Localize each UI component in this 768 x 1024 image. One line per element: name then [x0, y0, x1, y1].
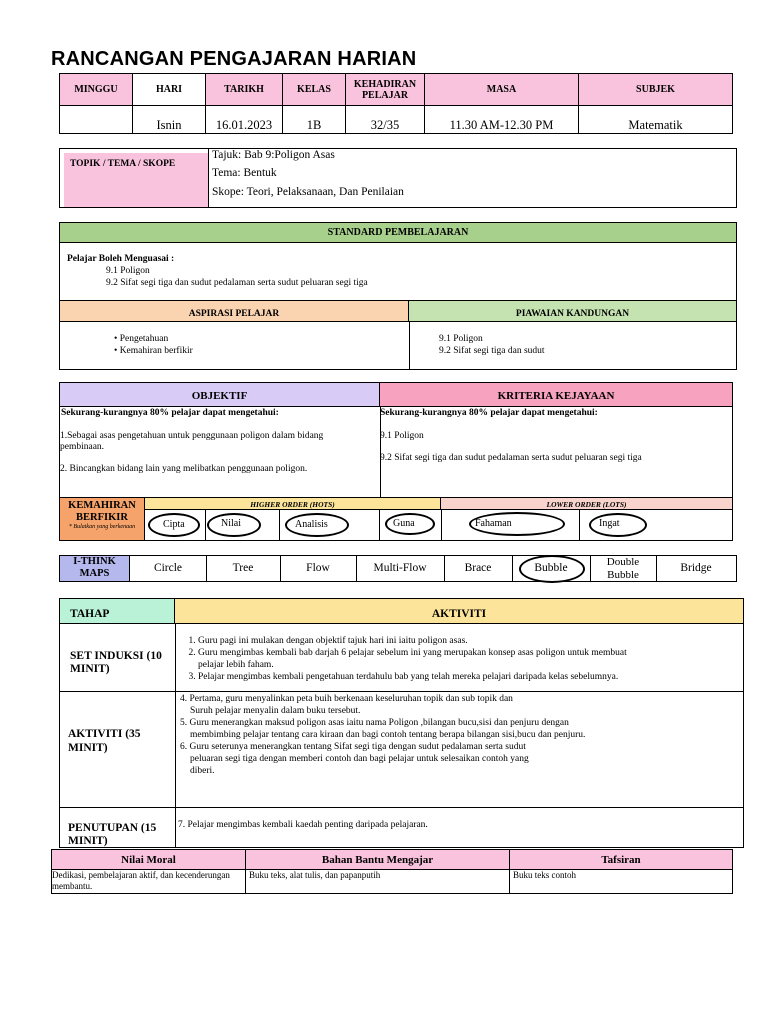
ithink-section [59, 555, 737, 582]
header-kelas: KELAS [283, 74, 346, 106]
tafsiran-value: Buku teks contoh [510, 870, 733, 894]
objektif-intro: Sekurang-kurangnya 80% pelajar dapat mengetahui: [61, 408, 279, 418]
kemahiran-label: KEMAHIRAN BERFIKIR [68, 500, 136, 523]
aktiviti-section [59, 598, 744, 848]
aspirasi-header: ASPIRASI PELAJAR [60, 300, 409, 322]
standard-header: STANDARD PEMBELAJARAN [60, 223, 736, 243]
nilai-circle-mark [207, 513, 261, 537]
aktiviti-line-6: peluaran segi tiga dengan memberi contoh dan bagi pelajar untuk selesaikan contoh yang [190, 754, 529, 764]
skill-ingat: Ingat [599, 518, 620, 529]
piawaian-item-1: 9.1 Poligon [439, 334, 483, 344]
aktiviti-line-2: Suruh pelajar menyalin dalam buku tersebut. [190, 706, 361, 716]
objektif-header: OBJEKTIF [60, 383, 380, 407]
bubble-circle-mark [519, 555, 585, 583]
ithink-circle: Circle [153, 562, 183, 574]
aktiviti-line-3: 5. Guru menerangkan maksud poligon asas iaitu nama Poligon ,bilangan bucu,sisi dan penjuru dengan [180, 718, 569, 728]
penutupan-label: PENUTUPAN (15 MINIT) [68, 822, 157, 847]
topik-skope: Skope: Teori, Pelaksanaan, Dan Penilaian [212, 186, 404, 198]
aktiviti-line-1: 4. Pertama, guru menyalinkan peta buih berkenaan keseluruhan topik dan sub topik dan [180, 694, 513, 704]
bbm-value: Buku teks, alat tulis, dan papanputih [246, 870, 510, 894]
standard-item-2: 9.2 Sifat segi tiga dan sudut pedalaman serta sudut peluaran segi tiga [106, 278, 368, 288]
skill-guna: Guna [393, 518, 415, 529]
standard-item-1: 9.1 Poligon [106, 266, 150, 276]
header-tarikh: TARIKH [206, 74, 283, 106]
kriteria-item-2: 9.2 Sifat segi tiga dan sudut pedalaman serta sudut peluaran segi tiga [380, 453, 642, 463]
set-induksi-content [180, 635, 630, 683]
aktiviti-label: AKTIVITI (35 MINIT) [68, 728, 141, 754]
ithink-tree: Tree [232, 562, 254, 574]
standard-section [59, 222, 737, 370]
bbm-header: Bahan Bantu Mengajar [246, 850, 510, 870]
objektif-item-2: 2. Bincangkan bidang lain yang melibatkan penggunaan poligon. [60, 464, 308, 474]
aktiviti-header: AKTIVITI [175, 599, 743, 624]
ingat-circle-mark [589, 513, 647, 537]
set-induksi-item-3: 3. Pelajar mengimbas kembali pengetahuan terdahulu bab yang telah mereka pelajari daripada kelas sebelumnya. [198, 671, 630, 683]
cipta-circle-mark [148, 513, 200, 537]
ithink-bubble: Bubble [534, 562, 568, 574]
aspirasi-item-2: • Kemahiran berfikir [114, 346, 193, 356]
header-masa: MASA [425, 74, 579, 106]
analisis-circle-mark [285, 513, 349, 537]
topik-tema: Tema: Bentuk [212, 167, 277, 179]
kriteria-header: KRITERIA KEJAYAAN [380, 383, 732, 407]
bottom-table [51, 849, 733, 894]
nilai-moral-value: Dedikasi, pembelajaran aktif, dan kecenderungan membantu. [52, 870, 246, 894]
set-induksi-item-2: 2. Guru mengimbas kembali bab darjah 6 pelajar sebelum ini yang merupakan konsep asas poligon untuk membuat pelajar lebih faham. [198, 647, 630, 671]
ithink-flow: Flow [306, 562, 330, 574]
guna-circle-mark [385, 513, 435, 535]
value-tarikh: 16.01.2023 [206, 106, 283, 134]
topik-tajuk: Tajuk: Bab 9:Poligon Asas [212, 149, 335, 161]
skill-nilai: Nilai [221, 518, 241, 529]
kemahiran-section [59, 497, 733, 541]
value-kehadiran: 32/35 [346, 106, 425, 134]
header-minggu: MINGGU [60, 74, 133, 106]
ithink-double-bubble: Double Bubble [606, 556, 640, 581]
ithink-bridge: Bridge [680, 562, 712, 574]
ithink-brace: Brace [464, 562, 492, 574]
lots-header: LOWER ORDER (LOTS) [441, 497, 733, 510]
aktiviti-line-5: 6. Guru seterunya menerangkan tentang Sifat segi tiga dengan sudut pedalaman serta sudut [180, 742, 526, 752]
aktiviti-content [180, 693, 650, 777]
skill-analisis: Analisis [295, 519, 328, 530]
kemahiran-label-box [59, 497, 145, 541]
header-kehadiran: KEHADIRAN PELAJAR [346, 74, 425, 106]
set-induksi-label: SET INDUKSI (10 MINIT) [70, 650, 162, 675]
value-masa: 11.30 AM-12.30 PM [425, 106, 579, 134]
header-subjek: SUBJEK [579, 74, 733, 106]
ithink-label: I-THINK MAPS [60, 556, 130, 581]
page-title: RANCANGAN PENGAJARAN HARIAN [51, 48, 417, 70]
objektif-section [59, 382, 733, 498]
ithink-multi-flow: Multi-Flow [373, 562, 427, 574]
kemahiran-note: * Bulatkan yang berkenaan [68, 524, 136, 530]
aspirasi-item-1: • Pengetahuan [114, 334, 169, 344]
standard-intro: Pelajar Boleh Menguasai : [67, 254, 175, 264]
value-hari: Isnin [133, 106, 206, 134]
set-induksi-item-1: 1. Guru pagi ini mulakan dengan objektif tajuk hari ini iaitu poligon asas. [198, 635, 630, 647]
aktiviti-line-7: diberi. [190, 766, 215, 776]
header-hari: HARI [133, 74, 206, 106]
topik-label: TOPIK / TEMA / SKOPE [64, 153, 208, 207]
kriteria-intro: Sekurang-kurangnya 80% pelajar dapat mengetahui: [380, 408, 598, 418]
penutupan-content: 7. Pelajar mengimbas kembali kaedah penting daripada pelajaran. [178, 820, 428, 830]
info-table [59, 73, 733, 134]
piawaian-item-2: 9.2 Sifat segi tiga dan sudut [439, 346, 545, 356]
objektif-item-1: 1.Sebagai asas pengetahuan untuk penggunaan poligon dalam bidang pembinaan. [60, 431, 324, 452]
value-kelas: 1B [283, 106, 346, 134]
skill-fahaman: Fahaman [475, 518, 512, 529]
topik-box [59, 148, 737, 208]
tafsiran-header: Tafsiran [510, 850, 733, 870]
piawaian-header: PIAWAIAN KANDUNGAN [409, 300, 736, 322]
skill-cipta: Cipta [163, 519, 185, 530]
value-minggu [60, 106, 133, 134]
value-subjek: Matematik [579, 106, 733, 134]
hots-header: HIGHER ORDER (HOTS) [145, 497, 441, 510]
fahaman-circle-mark [469, 512, 565, 536]
kriteria-item-1: 9.1 Poligon [380, 431, 424, 441]
tahap-header: TAHAP [60, 599, 175, 624]
nilai-moral-header: Nilai Moral [52, 850, 246, 870]
aktiviti-line-4: membimbing pelajar tentang cara kiraan dan bagi contoh tentang berapa bilangan sisi,bucu dan penjuru. [190, 730, 586, 740]
